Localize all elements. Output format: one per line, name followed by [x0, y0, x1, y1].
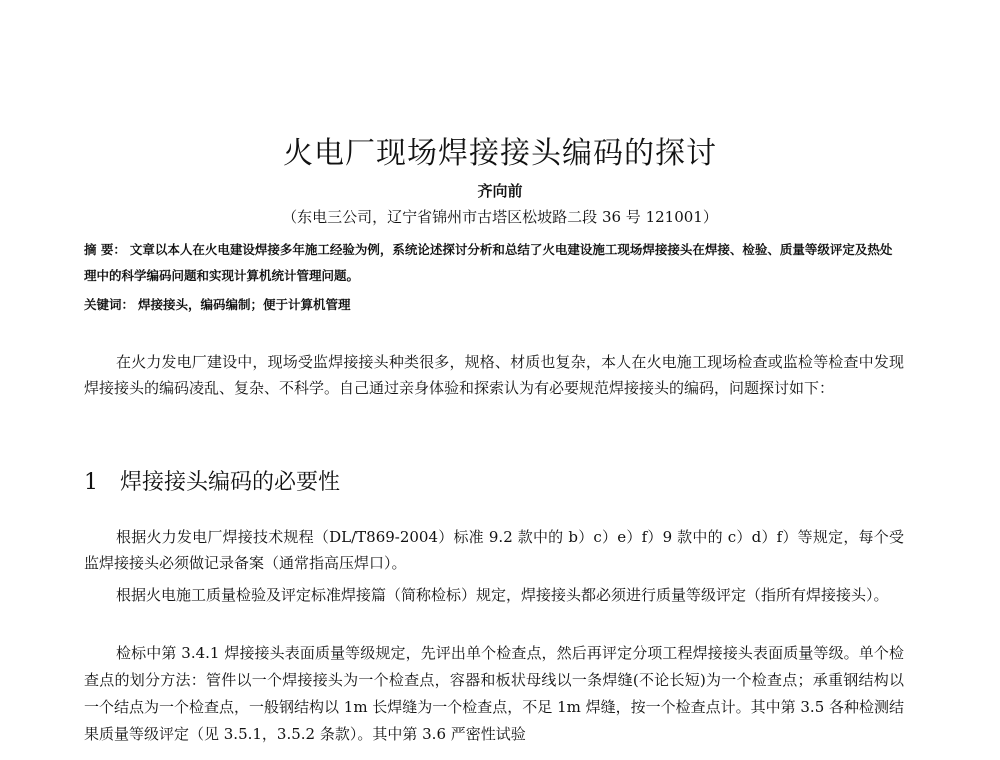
- body-paragraph: 根据火力发电厂焊接技术规程（DL/T869-2004）标准 9.2 款中的 b）c）e）f）9 款中的 c）d）f）等规定，每个受监焊接接头必须做记录备案（通常指高压焊口）。: [84, 528, 904, 572]
- body-paragraph: 检标中第 3.4.1 焊接接头表面质量等级规定，先评出单个检查点，然后再评定分项工程焊接接头表面质量等级。单个检查点的划分方法：管件以一个焊接接头为一个检查点，容器和板状母线以一条焊缝(不论长短)为一个检查点；承重钢结构以一个结点为一个检查点，一般钢结构以 1m 长焊缝为一个检查点，不足 1m 焊缝，按一个检查点计。其中第 3.5 各种检测结果质量等级评定（见 3.5.1，3.5.2 条款）。其中第 3.6 严密性试验: [84, 644, 905, 743]
- section-title: 焊接接头编码的必要性: [120, 470, 341, 495]
- intro-paragraph: 在火力发电厂建设中，现场受监焊接接头种类很多，规格、材质也复杂，本人在火电施工现场检查或监检等检查中发现焊接接头的编码凌乱、复杂、不科学。自己通过亲身体验和探索认为有必要规范焊接接头的编码，问题探讨如下：: [84, 353, 904, 397]
- paper-title: 火电厂现场焊接接头编码的探讨: [283, 136, 717, 171]
- section-heading: [84, 465, 340, 496]
- abstract-label: 摘 要：: [84, 242, 126, 257]
- author-name: 齐向前: [477, 182, 523, 200]
- author-affiliation: （东电三公司，辽宁省锦州市古塔区松坡路二段 36 号 121001）: [282, 208, 718, 226]
- keywords-text: 焊接接头，编码编制；便于计算机管理: [138, 297, 351, 312]
- section-number: 1: [84, 470, 98, 495]
- keywords: [84, 295, 904, 313]
- keywords-label: 关键词：: [84, 297, 135, 312]
- abstract-text: 文章以本人在火电建设焊接多年施工经验为例，系统论述探讨分析和总结了火电建设施工现场焊接接头在焊接、检验、质量等级评定及热处理中的科学编码问题和实现计算机统计管理问题。: [84, 242, 893, 283]
- body-paragraph: 根据火电施工质量检验及评定标准焊接篇（简称检标）规定，焊接接头都必须进行质量等级评定（指所有焊接接头）。: [116, 586, 889, 604]
- abstract: [84, 237, 904, 289]
